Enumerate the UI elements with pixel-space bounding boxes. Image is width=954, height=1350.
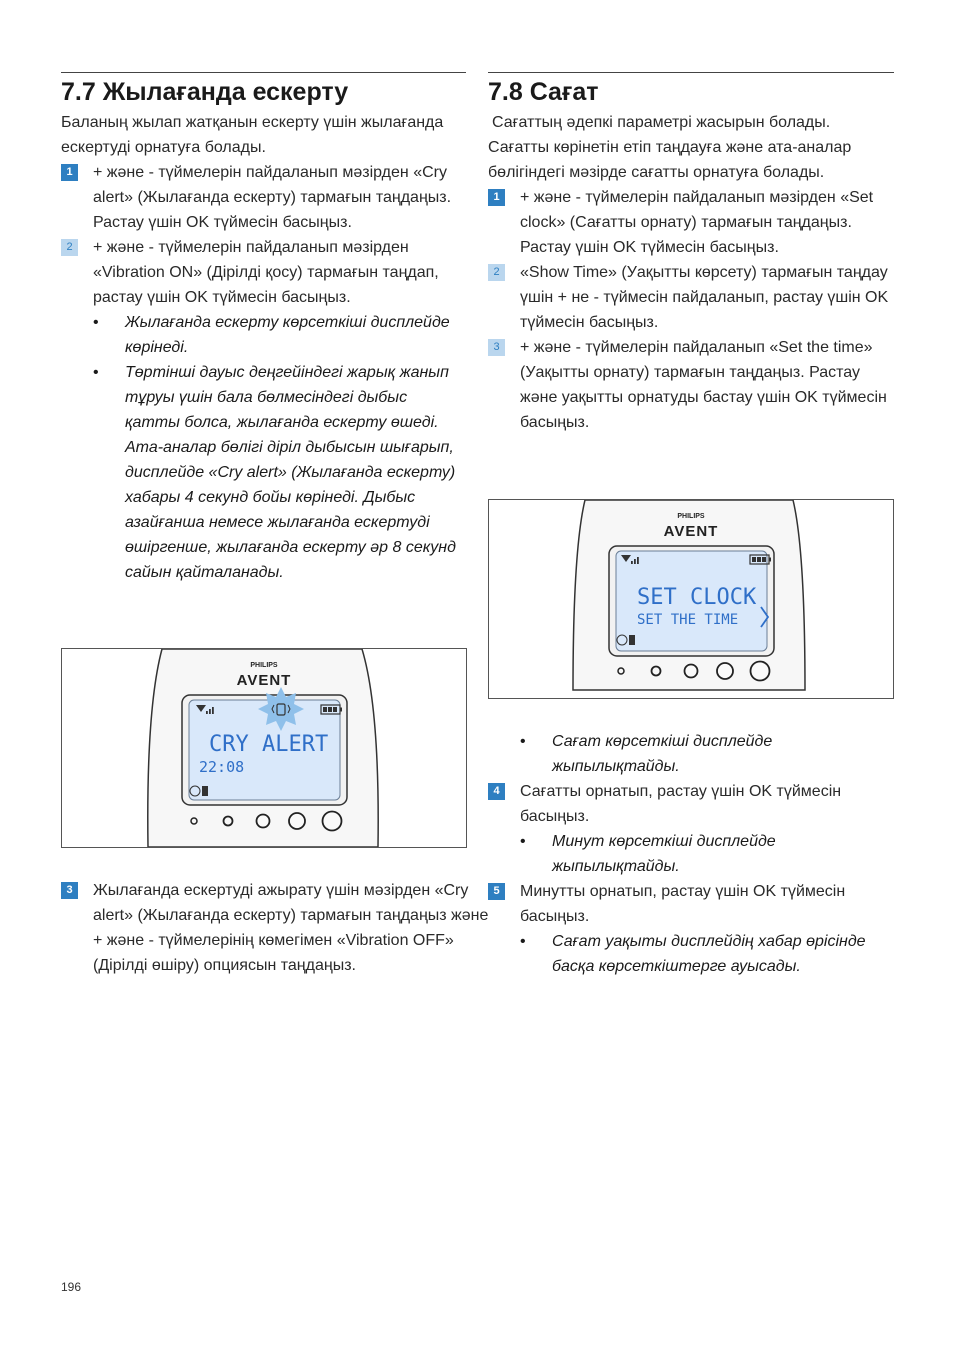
step-text: + және - түймелерін пайдаланып «Set the time» (Уақытты орнату) тармағын таңдаңыз. Растау және уақытты орнатуды бастау үшін OK түймесін басыңыз.	[520, 339, 887, 431]
bullet-item	[488, 829, 894, 879]
clock-steps-continued	[488, 729, 894, 979]
bullet-icon: •	[93, 364, 99, 381]
section-intro: Баланың жылап жатқанын ескерту үшін жылағанда ескертуді орнатуға болады.	[61, 114, 444, 156]
lcd-line-1: CRY ALERT	[209, 732, 329, 757]
device-illustration	[62, 649, 466, 847]
brand-label: PHILIPS	[677, 513, 705, 520]
brand-label: PHILIPS	[250, 662, 278, 669]
step-text: Жылағанда ескертуді ажырату үшін мәзірден «Cry alert» (Жылағанда ескерту) тармағын таңдаңыз және + және - түймелерінің көмегімен «Vibration OFF» (Дірілді өшіру) опциясын таңдаңыз.	[93, 882, 489, 974]
step-number: 3	[61, 882, 78, 899]
bullet-text: Минут көрсеткіші дисплейде жыпылықтайды.	[552, 833, 776, 875]
bullet-icon: •	[93, 314, 99, 331]
step-number: 3	[488, 339, 505, 356]
lcd-line-1: SET CLOCK	[637, 585, 757, 610]
step-number: 5	[488, 883, 505, 900]
step-1	[61, 160, 466, 235]
device-illustration	[489, 500, 893, 698]
step-3	[488, 335, 894, 435]
talk-button[interactable]	[751, 662, 770, 681]
step-text: Минутты орнатып, растау үшін OK түймесін басыңыз.	[520, 883, 846, 925]
section-rule	[488, 72, 894, 73]
lcd-line-2: SET THE TIME	[637, 612, 739, 628]
bullet-item	[488, 729, 894, 779]
step-text: Сағатты орнатып, растау үшін OK түймесін басыңыз.	[520, 783, 842, 825]
section-cry-alert	[61, 72, 466, 585]
step-5	[488, 879, 894, 929]
step-2	[488, 260, 894, 335]
section-rule	[61, 72, 466, 73]
step-number: 2	[61, 239, 78, 256]
section-title: 7.7 Жылағанда ескерту	[61, 78, 349, 106]
device-figure-cry-alert	[61, 648, 467, 848]
step-text: + және - түймелерін пайдаланып мәзірден «Cry alert» (Жылағанда ескерту) тармағын таңдаңыз. Растау үшін OK түймесін басыңыз.	[93, 164, 452, 231]
bullet-icon: •	[520, 933, 526, 950]
brand-logo: AVENT	[663, 523, 719, 540]
step-2	[61, 235, 466, 310]
bullet-item	[61, 360, 466, 585]
step-4	[488, 779, 894, 829]
step-number: 4	[488, 783, 505, 800]
device-figure-set-clock	[488, 499, 894, 699]
bullet-item	[61, 310, 466, 360]
plus-button[interactable]	[717, 663, 733, 679]
bullet-item	[488, 929, 894, 979]
step-number: 2	[488, 264, 505, 281]
step-number: 1	[61, 164, 78, 181]
bullet-icon: •	[520, 833, 526, 850]
step-text: «Show Time» (Уақытты көрсету) тармағын таңдау үшін + не - түймесін пайдаланып, растау үшін OK түймесін басыңыз.	[520, 264, 889, 331]
step-3-left	[61, 878, 498, 978]
ok-button[interactable]	[685, 665, 698, 678]
step-number: 1	[488, 189, 505, 206]
section-clock	[488, 72, 894, 435]
section-intro: Сағаттың әдепкі параметрі жасырын болады. Сағатты көрінетін етіп таңдауға және ата-аналар бөлігіндегі мәзірде сағатты орнатуға болады.	[488, 114, 852, 181]
bullet-icon: •	[520, 733, 526, 750]
bullet-text: Жылағанда ескерту көрсеткіші дисплейде көрінеді.	[125, 314, 450, 356]
step-1	[488, 185, 894, 260]
step-text: + және - түймелерін пайдаланып мәзірден «Vibration ON» (Дірілді қосу) тармағын таңдап, растау үшін OK түймесін басыңыз.	[93, 239, 439, 306]
step-text: + және - түймелерін пайдаланып мәзірден «Set clock» (Сағатты орнату) тармағын таңдаңыз. Растау үшін OK түймесін басыңыз.	[520, 189, 874, 256]
bullet-text: Төртінші дауыс деңгейіндегі жарық жанып тұруы үшін бала бөлмесіндегі дыбыс қатты болса, жылағанда ескерту өшеді. Ата-аналар бөлігі діріл дыбысын шығарып, дисплейде «Cry alert» (Жылағанда ескерту) хабары 4 секунд бойы көрінеді. Дыбыс азайғанша немесе жылағанда ескертуді өшіргенше, жылағанда ескерту әр 8 секунд сайын қайталанады.	[125, 364, 456, 581]
brand-logo: AVENT	[236, 672, 292, 689]
ok-button[interactable]	[257, 815, 270, 828]
lcd-line-2: 22:08	[199, 758, 245, 776]
section-title: 7.8 Сағат	[488, 78, 599, 106]
talk-button[interactable]	[323, 812, 342, 831]
page-number: 196	[61, 1280, 82, 1294]
bullet-text: Сағат көрсеткіші дисплейде жыпылықтайды.	[552, 733, 773, 775]
bullet-text: Сағат уақыты дисплейдің хабар өрісінде басқа көрсеткіштерге ауысады.	[552, 933, 866, 975]
plus-button[interactable]	[289, 813, 305, 829]
